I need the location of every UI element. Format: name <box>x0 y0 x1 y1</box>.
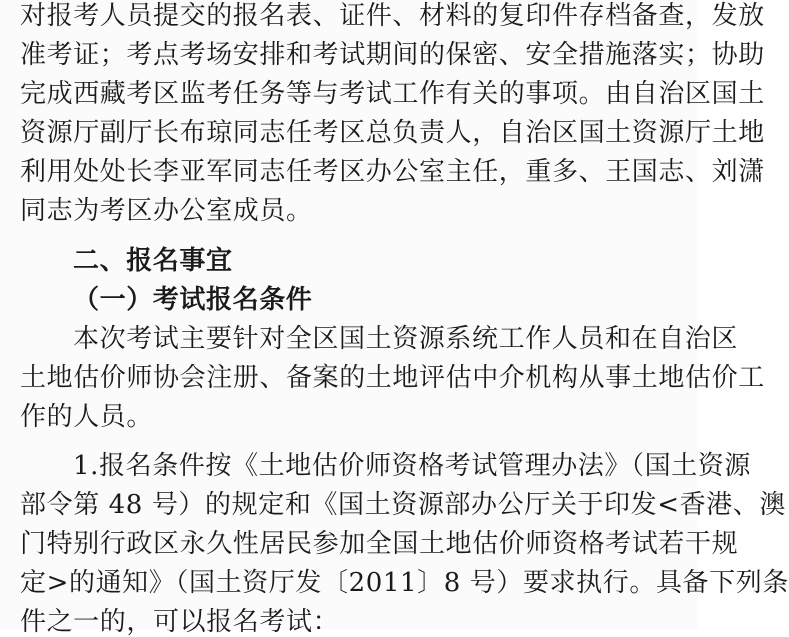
body-line-13: 定>的通知》（国土资厅发〔2011〕8 号）要求执行。具备下列条 <box>20 568 789 598</box>
body-line-11: 部令第 48 号）的规定和《国土资源部办公厅关于印发<香港、澳 <box>20 490 786 520</box>
body-line-7: 本次考试主要针对全区国土资源系统工作人员和在自治区 <box>73 324 739 354</box>
body-line-10: 1.报名条件按《土地估价师资格考试管理办法》（国土资源 <box>73 451 752 481</box>
body-line-4: 资源厅副厅长布琼同志任考区总负责人，自治区国土资源厅土地 <box>20 118 765 148</box>
subsection-heading: （一）考试报名条件 <box>73 285 313 315</box>
body-line-12: 门特别行政区永久性居民参加全国土地估价师资格考试若干规 <box>20 529 739 559</box>
body-line-1: 对报考人员提交的报名表、证件、材料的复印件存档备查，发放 <box>20 1 765 31</box>
body-line-14: 件之一的，可以报名考试： <box>20 607 340 637</box>
body-line-9: 作的人员。 <box>20 402 154 432</box>
body-line-5: 利用处处长李亚军同志任考区办公室主任，重多、王国志、刘潇 <box>20 157 765 187</box>
body-line-3: 完成西藏考区监考任务等与考试工作有关的事项。由自治区国土 <box>20 79 765 109</box>
section-heading: 二、报名事宜 <box>73 246 233 276</box>
body-line-8: 土地估价师协会注册、备案的土地评估中介机构从事土地估价工 <box>20 363 765 393</box>
body-line-6: 同志为考区办公室成员。 <box>20 196 313 226</box>
body-line-2: 准考证；考点考场安排和考试期间的保密、安全措施落实；协助 <box>20 40 765 70</box>
